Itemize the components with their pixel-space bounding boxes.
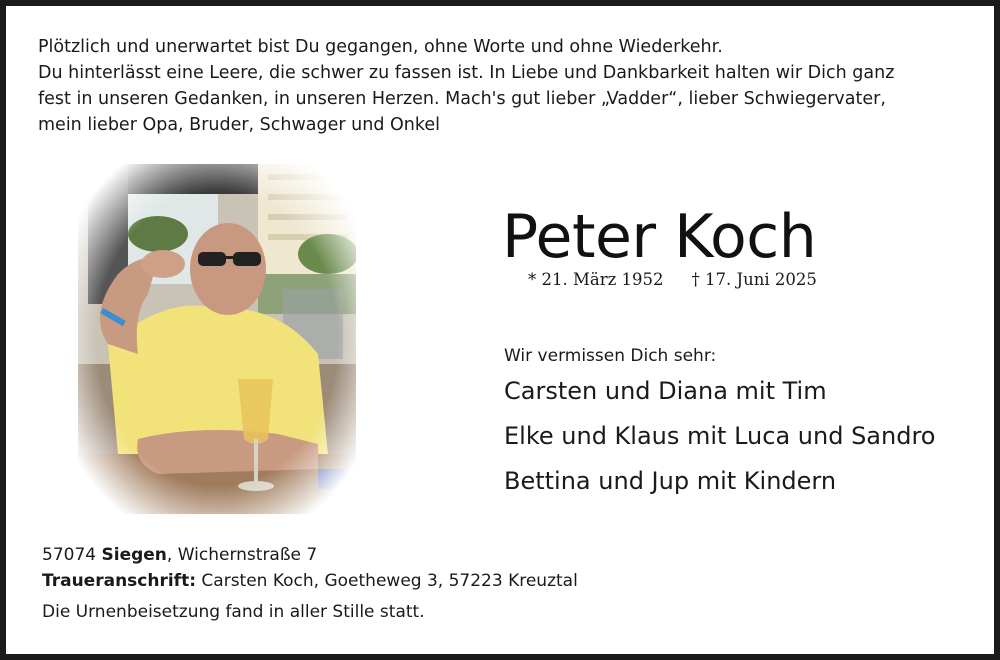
city: Siegen xyxy=(101,545,167,565)
intro-line: mein lieber Opa, Bruder, Schwager und Onkel xyxy=(38,115,441,135)
address-block xyxy=(42,542,578,594)
mourner-family: Carsten und Diana mit Tim xyxy=(504,377,827,405)
mourning-address-value: Carsten Koch, Goetheweg 3, 57223 Kreuztal xyxy=(196,571,578,591)
residence-address xyxy=(42,542,578,568)
mourners-list xyxy=(504,376,935,511)
mourners-heading: Wir vermissen Dich sehr: xyxy=(504,346,717,366)
burial-note: Die Urnenbeisetzung fand in aller Stille statt. xyxy=(42,602,425,622)
intro-line: fest in unseren Gedanken, in unseren Herzen. Mach's gut lieber „Vadder“, lieber Schwiegervater, xyxy=(38,89,886,109)
intro-text xyxy=(38,34,958,138)
mourning-address xyxy=(42,568,578,594)
portrait-photo xyxy=(78,164,356,514)
street: , Wichernstraße 7 xyxy=(166,545,318,565)
postcode: 57074 xyxy=(42,545,97,565)
birth-date: * 21. März 1952 xyxy=(528,270,664,289)
life-dates xyxy=(528,270,817,289)
intro-line: Du hinterlässt eine Leere, die schwer zu fassen ist. In Liebe und Dankbarkeit halten wir Dich ganz xyxy=(38,63,895,83)
mourner-family: Bettina und Jup mit Kindern xyxy=(504,467,837,495)
deceased-name: Peter Koch xyxy=(502,202,817,272)
intro-line: Plötzlich und unerwartet bist Du gegangen, ohne Worte und ohne Wiederkehr. xyxy=(38,37,723,57)
mourner-family: Elke und Klaus mit Luca und Sandro xyxy=(504,422,936,450)
mourning-address-label: Traueranschrift: xyxy=(42,571,197,591)
death-date: † 17. Juni 2025 xyxy=(691,270,817,289)
